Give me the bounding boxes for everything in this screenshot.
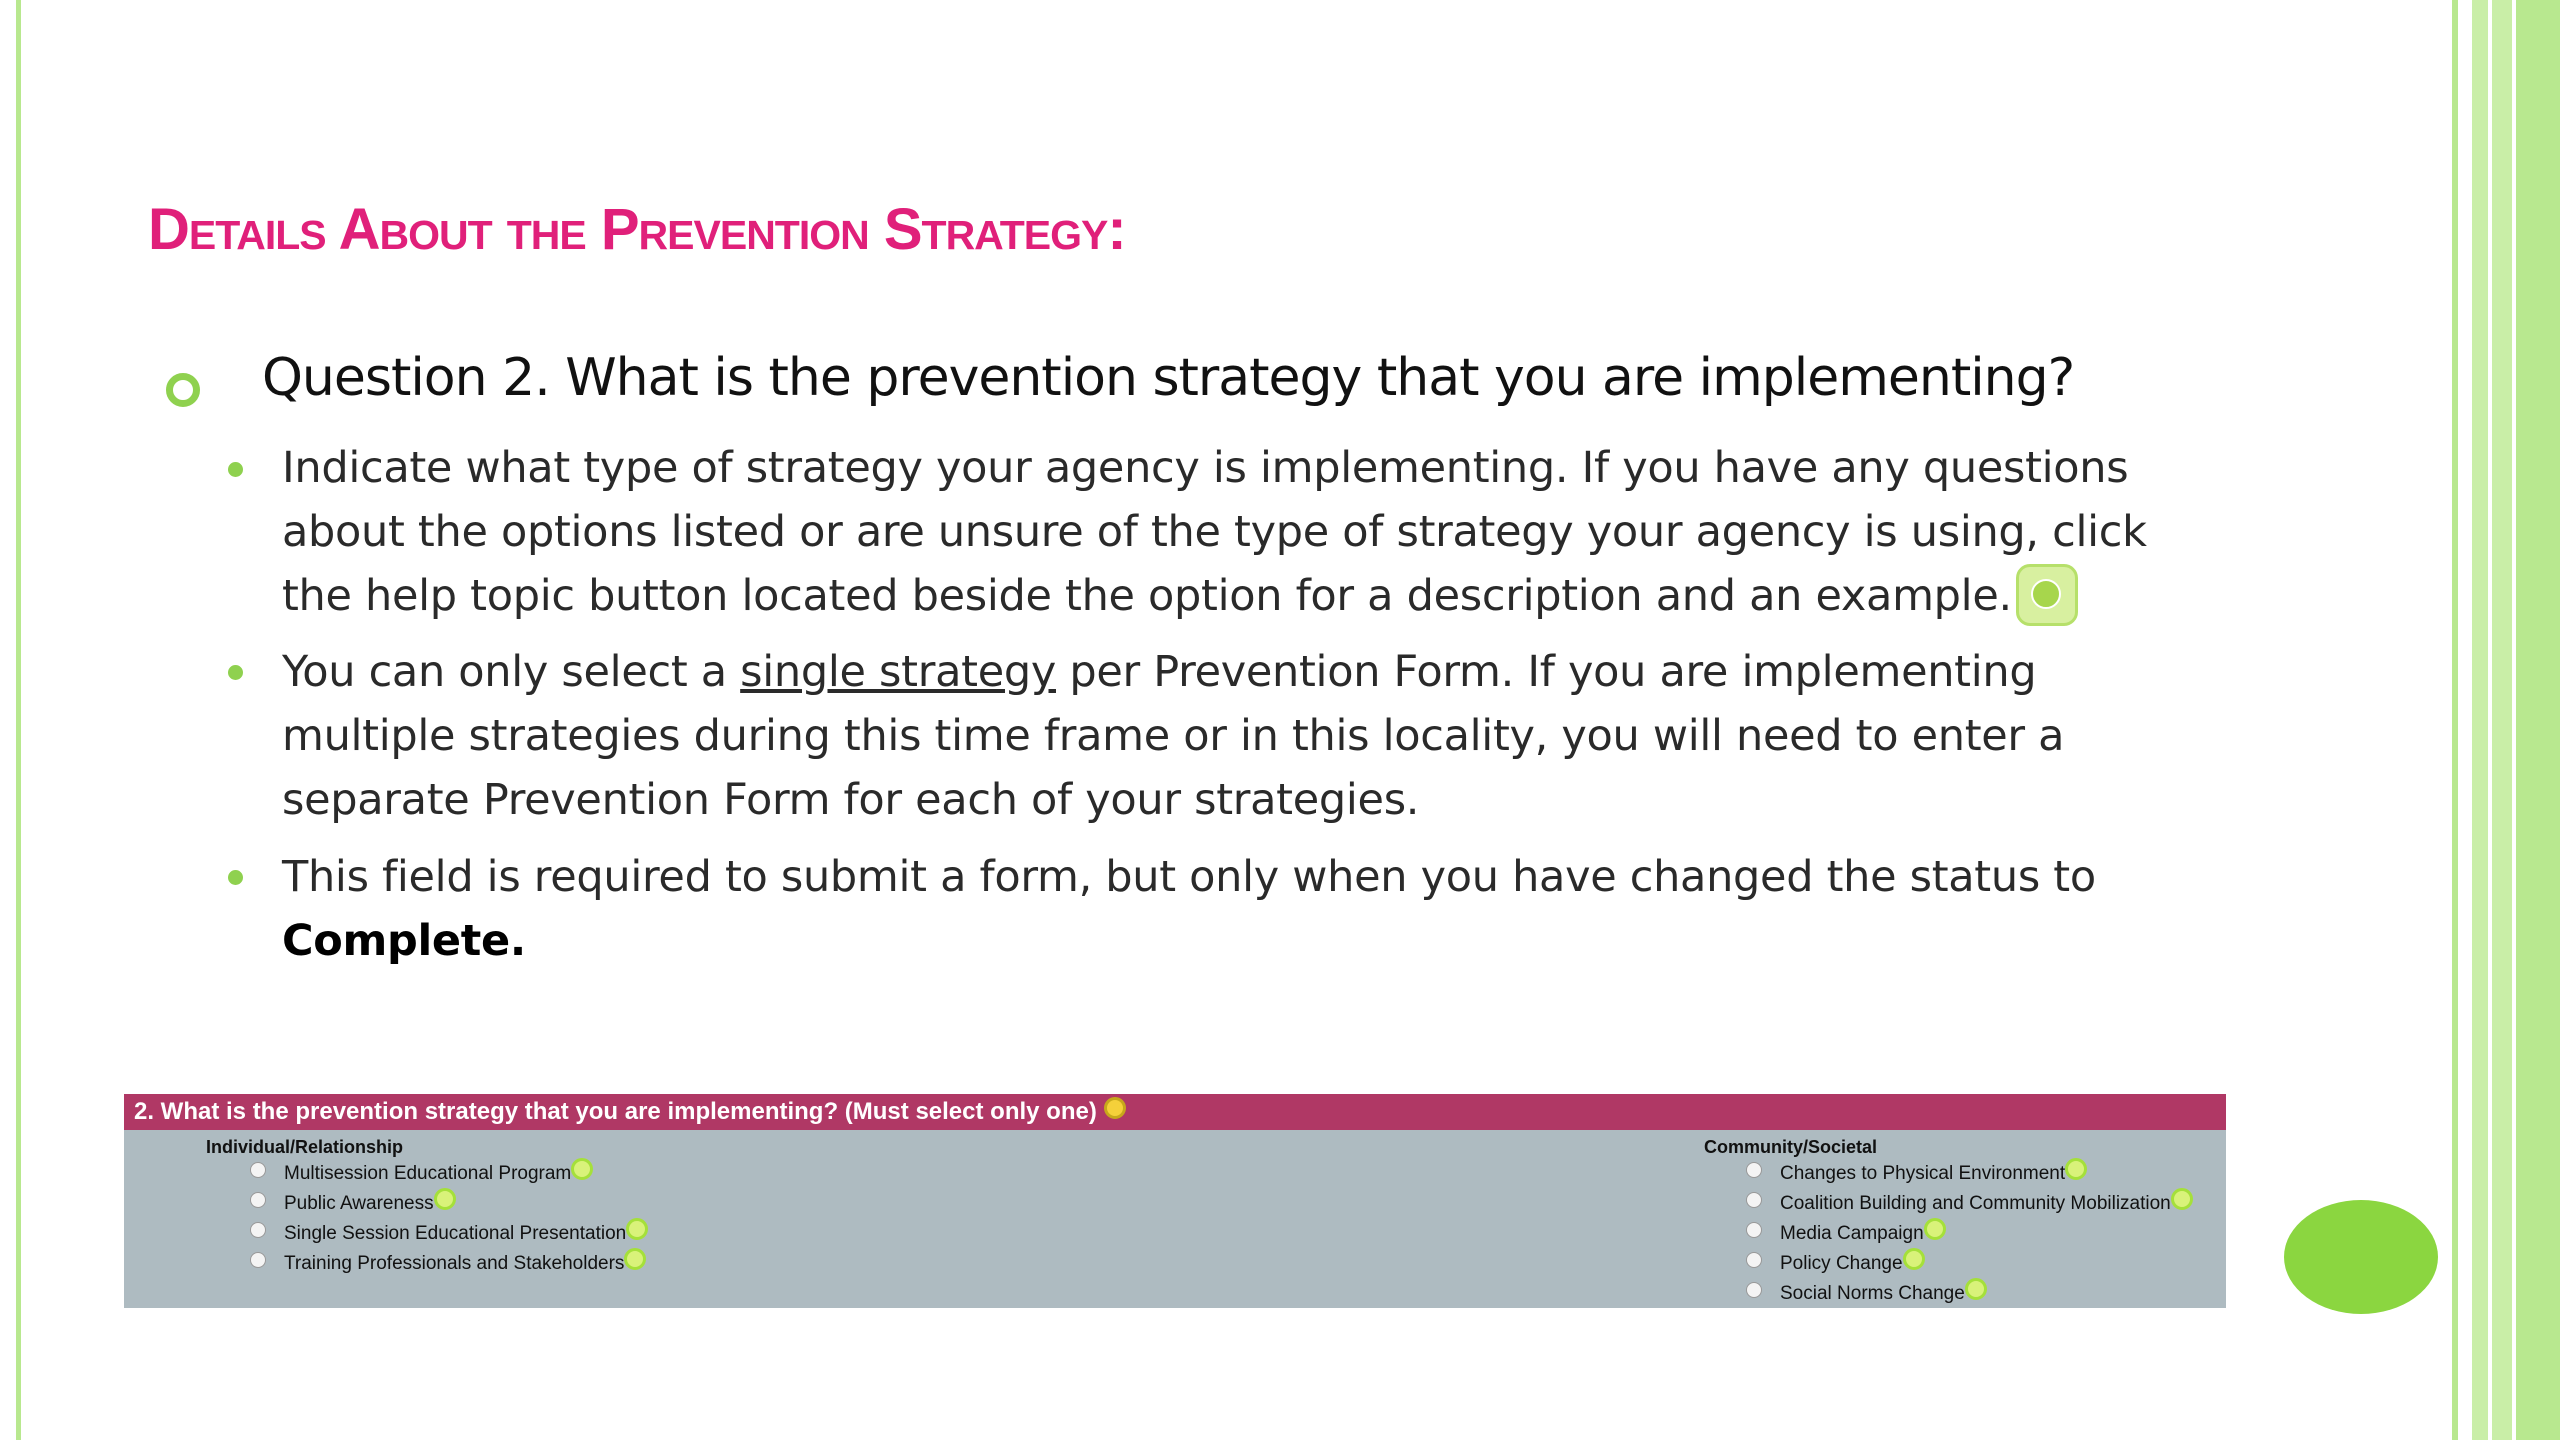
option-public-awareness xyxy=(250,1190,456,1218)
option-label: Policy Change xyxy=(1780,1253,1903,1274)
option-label: Media Campaign xyxy=(1780,1223,1924,1244)
option-label: Multisession Educational Program xyxy=(284,1163,572,1184)
radio-button[interactable] xyxy=(1746,1222,1762,1238)
question-bullet-icon xyxy=(166,373,200,407)
radio-button[interactable] xyxy=(1746,1162,1762,1178)
column-title-community: Community/Societal xyxy=(1704,1137,1878,1157)
option-policy-change xyxy=(1746,1250,1925,1278)
option-label: Training Professionals and Stakeholders xyxy=(284,1253,625,1274)
bullet-text: This field is required to submit a form, but only when you have changed the status to xyxy=(282,852,2096,902)
frame-stripe-right xyxy=(2492,0,2512,1440)
radio-button[interactable] xyxy=(1746,1192,1762,1208)
option-label: Coalition Building and Community Mobilization xyxy=(1780,1193,2171,1214)
bullet-paragraph-3 xyxy=(282,845,2182,973)
help-icon[interactable] xyxy=(1104,1097,1126,1119)
help-icon[interactable] xyxy=(2065,1158,2087,1180)
help-icon[interactable] xyxy=(1924,1218,1946,1240)
radio-button[interactable] xyxy=(250,1252,266,1268)
option-social-norms xyxy=(1746,1280,1987,1308)
bullet-paragraph-1 xyxy=(282,436,2182,630)
help-icon[interactable] xyxy=(624,1248,646,1270)
bullet-text: You can only select a xyxy=(282,647,741,697)
option-label: Social Norms Change xyxy=(1780,1283,1965,1304)
bullet-paragraph-2 xyxy=(282,640,2182,832)
option-multisession xyxy=(250,1160,593,1188)
help-icon[interactable] xyxy=(626,1218,648,1240)
underlined-phrase: single strategy xyxy=(740,647,1056,697)
decorative-green-oval xyxy=(2284,1200,2438,1314)
slide-title: Details About the Prevention Strategy: xyxy=(148,197,1126,262)
option-training xyxy=(250,1250,646,1278)
option-single-session xyxy=(250,1220,648,1248)
question-heading: Question 2. What is the prevention strategy that you are implementing? xyxy=(262,348,2075,408)
frame-stripe-right xyxy=(2452,0,2458,1440)
form-header-text: 2. What is the prevention strategy that you are implementing? (Must select only one) xyxy=(134,1098,1097,1125)
option-physical-environment xyxy=(1746,1160,2087,1188)
radio-button[interactable] xyxy=(1746,1252,1762,1268)
column-title-individual: Individual/Relationship xyxy=(206,1137,404,1157)
option-coalition-building xyxy=(1746,1190,2193,1218)
help-topic-icon xyxy=(2016,564,2078,626)
bullet-text: Indicate what type of strategy your agency is implementing. If you have any questions about the options listed or are unsure of the type of strategy your agency is using, click the help topic button located beside the option for a description and an example. xyxy=(282,443,2147,621)
bullet-text: per Prevention Form. If you are implementing multiple strategies during this time frame or in this locality, you will need to enter a separate Prevention Form for each of your strategies. xyxy=(282,647,2065,825)
radio-button[interactable] xyxy=(250,1192,266,1208)
help-icon[interactable] xyxy=(1903,1248,1925,1270)
option-label: Changes to Physical Environment xyxy=(1780,1163,2066,1184)
help-icon[interactable] xyxy=(434,1188,456,1210)
option-label: Single Session Educational Presentation xyxy=(284,1223,627,1244)
strategy-options-panel xyxy=(124,1130,2226,1308)
radio-button[interactable] xyxy=(250,1222,266,1238)
help-icon[interactable] xyxy=(1965,1278,1987,1300)
frame-stripe-right xyxy=(2516,0,2560,1440)
option-label: Public Awareness xyxy=(284,1193,434,1214)
frame-stripe-right xyxy=(2472,0,2488,1440)
help-icon[interactable] xyxy=(571,1158,593,1180)
bullet-dot-icon xyxy=(228,870,243,885)
status-complete-label: Complete. xyxy=(282,916,526,966)
form-question-header xyxy=(124,1094,2226,1130)
bullet-dot-icon xyxy=(228,665,243,680)
radio-button[interactable] xyxy=(250,1162,266,1178)
option-media-campaign xyxy=(1746,1220,1946,1248)
bullet-dot-icon xyxy=(228,462,243,477)
radio-button[interactable] xyxy=(1746,1282,1762,1298)
frame-stripe-left xyxy=(16,0,21,1440)
help-icon[interactable] xyxy=(2171,1188,2193,1210)
